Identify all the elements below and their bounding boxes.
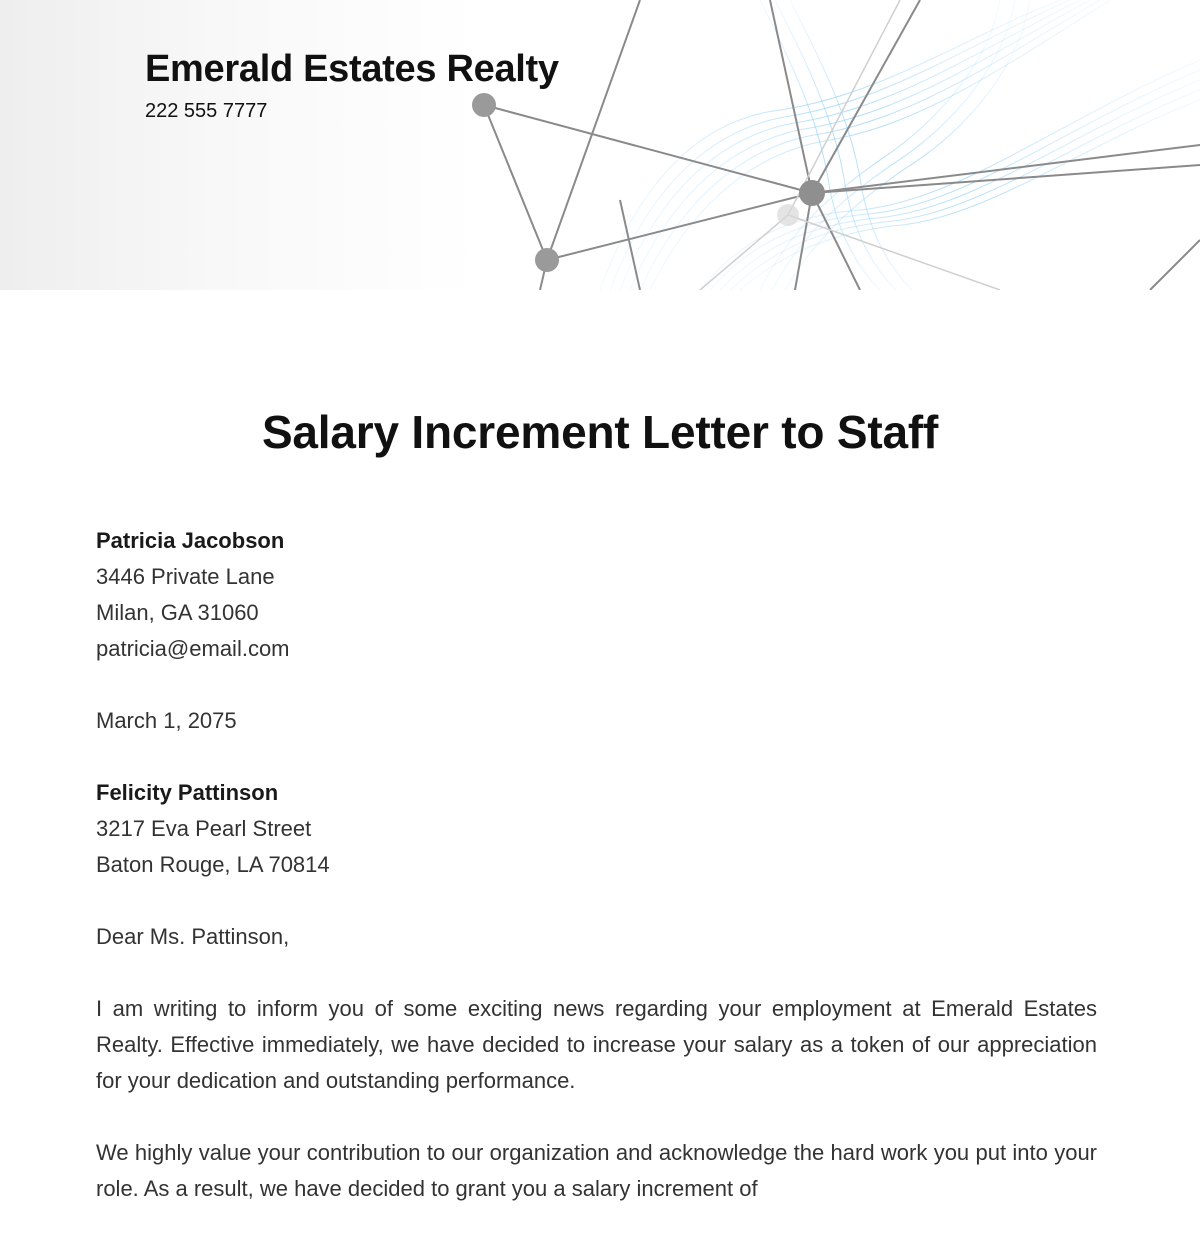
recipient-street: 3217 Eva Pearl Street xyxy=(96,816,312,841)
letter-date: March 1, 2075 xyxy=(96,708,237,733)
letter-body xyxy=(96,523,1097,1243)
network-lines xyxy=(484,0,1200,290)
sender-name: Patricia Jacobson xyxy=(96,528,285,553)
network-graphic xyxy=(0,0,1200,290)
node xyxy=(799,180,825,206)
recipient-name: Felicity Pattinson xyxy=(96,780,279,805)
date-block xyxy=(96,703,1097,739)
document-title: Salary Increment Letter to Staff xyxy=(261,406,939,458)
node xyxy=(535,248,559,272)
company-phone: 222 555 7777 xyxy=(145,100,268,122)
network-lines-faint xyxy=(700,0,1000,290)
blue-wave-ribbon xyxy=(600,0,1200,290)
header-banner xyxy=(0,0,1200,290)
body-paragraph-1: I am writing to inform you of some exciting news regarding your employment at Emerald Estates Realty. Effective immediately, we have decided to increase your salary as a token of our appreciation for your dedication and outstanding performance. xyxy=(96,996,1097,1093)
sender-street: 3446 Private Lane xyxy=(96,564,275,589)
node xyxy=(472,93,496,117)
sender-email: patricia@email.com xyxy=(96,636,290,661)
recipient-block xyxy=(96,775,1097,883)
body-paragraph-2: We highly value your contribution to our organization and acknowledge the hard work you put into your role. As a result, we have decided to grant you a salary increment of xyxy=(96,1140,1097,1201)
sender-block xyxy=(96,523,1097,667)
node-faint xyxy=(777,204,799,226)
company-name: Emerald Estates Realty xyxy=(145,48,559,90)
salutation-block xyxy=(96,919,1097,955)
salutation: Dear Ms. Pattinson, xyxy=(96,924,290,949)
recipient-city: Baton Rouge, LA 70814 xyxy=(96,852,330,877)
sender-city: Milan, GA 31060 xyxy=(96,600,259,625)
